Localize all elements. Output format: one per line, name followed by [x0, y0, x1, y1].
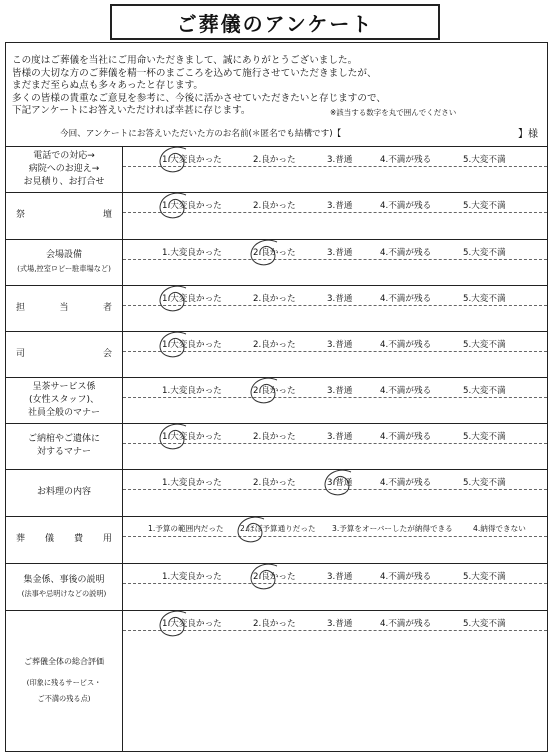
- answer-option[interactable]: 3.普通: [327, 432, 353, 442]
- name-prompt: 今回、アンケートにお答えいただいた方のお名前(＊匿名でも結構です)【: [60, 129, 342, 139]
- intro-line: 多くの皆様の貴重なご意見を参考に、今後に活かさせていただきたいと存じますので、: [12, 92, 386, 104]
- answer-option[interactable]: 3.普通: [327, 248, 353, 258]
- answer-option[interactable]: 4.不満が残る: [380, 386, 432, 396]
- label-char: 用: [102, 534, 112, 544]
- answer-option[interactable]: 1.大変良かった: [162, 248, 222, 258]
- answer-option[interactable]: 3.普通: [327, 201, 353, 211]
- question-sublabel: (式場,控室ロビー駐車場など): [17, 264, 111, 273]
- intro-line: この度はご葬儀を当社にご用命いただきまして、誠にありがとうございました。: [12, 55, 358, 66]
- question-label-text: 呈茶サービス係: [32, 381, 96, 392]
- answer-option[interactable]: 3.予算をオーバーしたが納得できる: [332, 524, 453, 533]
- answer-option[interactable]: 5.大変不満: [463, 478, 506, 488]
- answer-option[interactable]: 5.大変不満: [463, 572, 506, 582]
- question-label-text: お料理の内容: [36, 487, 91, 497]
- answer-option[interactable]: 2.良かった: [253, 478, 296, 488]
- answer-guide-line: [123, 259, 547, 260]
- label-char: 担: [16, 302, 26, 313]
- answer-option[interactable]: 1.大変良かった: [162, 619, 222, 629]
- question-label: [8, 574, 120, 600]
- question-label: [8, 486, 120, 499]
- question-label-text: 電話での対応→: [33, 150, 95, 161]
- question-label: [8, 150, 120, 189]
- question-label: [8, 209, 120, 222]
- answer-guide-line: [123, 166, 547, 167]
- answer-option[interactable]: 2.良かった: [253, 201, 296, 211]
- answer-option[interactable]: 5.大変不満: [463, 432, 506, 442]
- row-divider: [5, 563, 548, 564]
- answer-option[interactable]: 3.普通: [327, 340, 353, 350]
- answer-option[interactable]: 5.大変不満: [463, 155, 506, 165]
- question-label-text: (女性スタッフ)、: [28, 394, 100, 405]
- row-divider: [5, 377, 548, 378]
- form-title: ご葬儀のアンケート: [110, 4, 440, 40]
- question-label: [8, 433, 120, 459]
- answer-guide-line: [123, 443, 547, 444]
- question-label: [8, 249, 120, 275]
- row-divider: [5, 423, 548, 424]
- answer-option[interactable]: 2.良かった: [253, 248, 296, 258]
- label-char: 者: [102, 302, 112, 313]
- answer-option[interactable]: 3.普通: [327, 294, 353, 304]
- answer-option[interactable]: 5.大変不満: [463, 386, 506, 396]
- answer-option[interactable]: 4.不満が残る: [380, 619, 432, 629]
- answer-option[interactable]: 1.大変良かった: [162, 386, 222, 396]
- question-label-text: 会場設備: [45, 250, 82, 260]
- answer-option[interactable]: 2.良かった: [253, 572, 296, 582]
- answer-option[interactable]: 4.納得できない: [473, 524, 526, 533]
- answer-option[interactable]: 4.不満が残る: [380, 201, 432, 211]
- answer-option[interactable]: 1.大変良かった: [162, 294, 222, 304]
- question-label: [8, 348, 120, 361]
- answer-option[interactable]: 3.普通: [327, 619, 353, 629]
- label-char: 葬: [16, 534, 26, 544]
- answer-option[interactable]: 1.大変良かった: [162, 155, 222, 165]
- question-label-text: [8, 533, 120, 546]
- column-divider: [122, 146, 123, 752]
- question-label-text: [8, 348, 120, 361]
- answer-option[interactable]: 5.大変不満: [463, 201, 506, 211]
- answer-guide-line: [123, 536, 547, 537]
- answer-option[interactable]: 2.良かった: [253, 340, 296, 350]
- answer-option[interactable]: 1.大変良かった: [162, 340, 222, 350]
- question-sublabel: ご不満の残る点): [37, 694, 91, 703]
- answer-option[interactable]: 5.大変不満: [463, 619, 506, 629]
- answer-option[interactable]: 1.大変良かった: [162, 572, 222, 582]
- row-divider: [5, 146, 548, 147]
- answer-option[interactable]: 2.良かった: [253, 294, 296, 304]
- answer-option[interactable]: 3.普通: [327, 478, 353, 488]
- question-label-text: [8, 209, 120, 222]
- answer-option[interactable]: 5.大変不満: [463, 294, 506, 304]
- question-label-text: 対するマナー: [36, 447, 91, 457]
- answer-option[interactable]: 4.不満が残る: [380, 572, 432, 582]
- name-suffix[interactable]: 】様: [518, 129, 538, 140]
- label-char: 儀: [44, 534, 54, 544]
- answer-option[interactable]: 4.不満が残る: [380, 340, 432, 350]
- question-label-text: [8, 302, 120, 315]
- label-char: 司: [16, 348, 26, 359]
- question-sublabel: (法事や忌明けなどの説明): [21, 588, 107, 598]
- answer-option[interactable]: 5.大変不満: [463, 340, 506, 350]
- label-char: 会: [102, 348, 112, 359]
- answer-option[interactable]: 3.普通: [327, 572, 353, 582]
- answer-guide-line: [123, 489, 547, 490]
- answer-option[interactable]: 2.ほぼ予算通りだった: [240, 524, 316, 533]
- answer-option[interactable]: 4.不満が残る: [380, 432, 432, 442]
- answer-option[interactable]: 3.普通: [327, 386, 353, 396]
- question-label: [8, 533, 120, 546]
- question-label: [8, 655, 120, 705]
- answer-guide-line: [123, 583, 547, 584]
- label-char: 壇: [102, 210, 112, 220]
- label-char: 当: [59, 302, 69, 313]
- answer-option[interactable]: 4.不満が残る: [380, 294, 432, 304]
- question-sublabel: (印象に残るサービス・: [26, 678, 102, 687]
- answer-guide-line: [123, 351, 547, 352]
- row-divider: [5, 285, 548, 286]
- question-label: [8, 381, 120, 420]
- answer-option[interactable]: 2.良かった: [253, 432, 296, 442]
- answer-option[interactable]: 2.良かった: [253, 386, 296, 396]
- answer-option[interactable]: 2.良かった: [253, 619, 296, 629]
- answer-guide-line: [123, 630, 547, 631]
- question-label-text: ご納棺やご遺体に: [27, 434, 100, 444]
- answer-option[interactable]: 4.不満が残る: [380, 155, 432, 165]
- intro-line: まだまだ至らぬ点も多々あったと存じます。: [12, 80, 204, 91]
- label-char: 祭: [16, 210, 26, 220]
- question-label-text: ご葬儀全体の総合評価: [24, 657, 104, 666]
- answer-option[interactable]: 1.大変良かった: [162, 478, 222, 488]
- row-divider: [5, 516, 548, 517]
- answer-option[interactable]: 1.大変良かった: [162, 432, 222, 442]
- answer-option[interactable]: 5.大変不満: [463, 248, 506, 258]
- row-divider: [5, 610, 548, 611]
- row-divider: [5, 331, 548, 332]
- instruction-note: ※該当する数字を丸で囲んでください: [330, 108, 457, 117]
- answer-option[interactable]: 4.不満が残る: [380, 478, 432, 488]
- row-divider: [5, 192, 548, 193]
- answer-option[interactable]: 2.良かった: [253, 155, 296, 165]
- row-divider: [5, 239, 548, 240]
- answer-option[interactable]: 1.大変良かった: [162, 201, 222, 211]
- answer-guide-line: [123, 397, 547, 398]
- intro-line: 皆様の大切な方のご葬儀を精一杯のまごころを込めて施行させていただきましたが、: [12, 67, 377, 79]
- answer-option[interactable]: 1.予算の範囲内だった: [148, 524, 224, 533]
- answer-option[interactable]: 4.不満が残る: [380, 248, 432, 258]
- answer-guide-line: [123, 305, 547, 306]
- question-label-text: 社員全般のマナー: [27, 407, 100, 418]
- question-label-text: お見積り、お打合せ: [23, 176, 105, 187]
- question-label-text: 病院へのお迎え→: [28, 163, 100, 174]
- answer-guide-line: [123, 212, 547, 213]
- intro-line: 下記アンケートにお答えいただければ幸甚に存じます。: [12, 105, 251, 116]
- label-char: 費: [73, 534, 83, 544]
- question-label-text: 集金係、事後の説明: [23, 574, 105, 585]
- question-label: [8, 302, 120, 315]
- answer-option[interactable]: 3.普通: [327, 155, 353, 165]
- row-divider: [5, 469, 548, 470]
